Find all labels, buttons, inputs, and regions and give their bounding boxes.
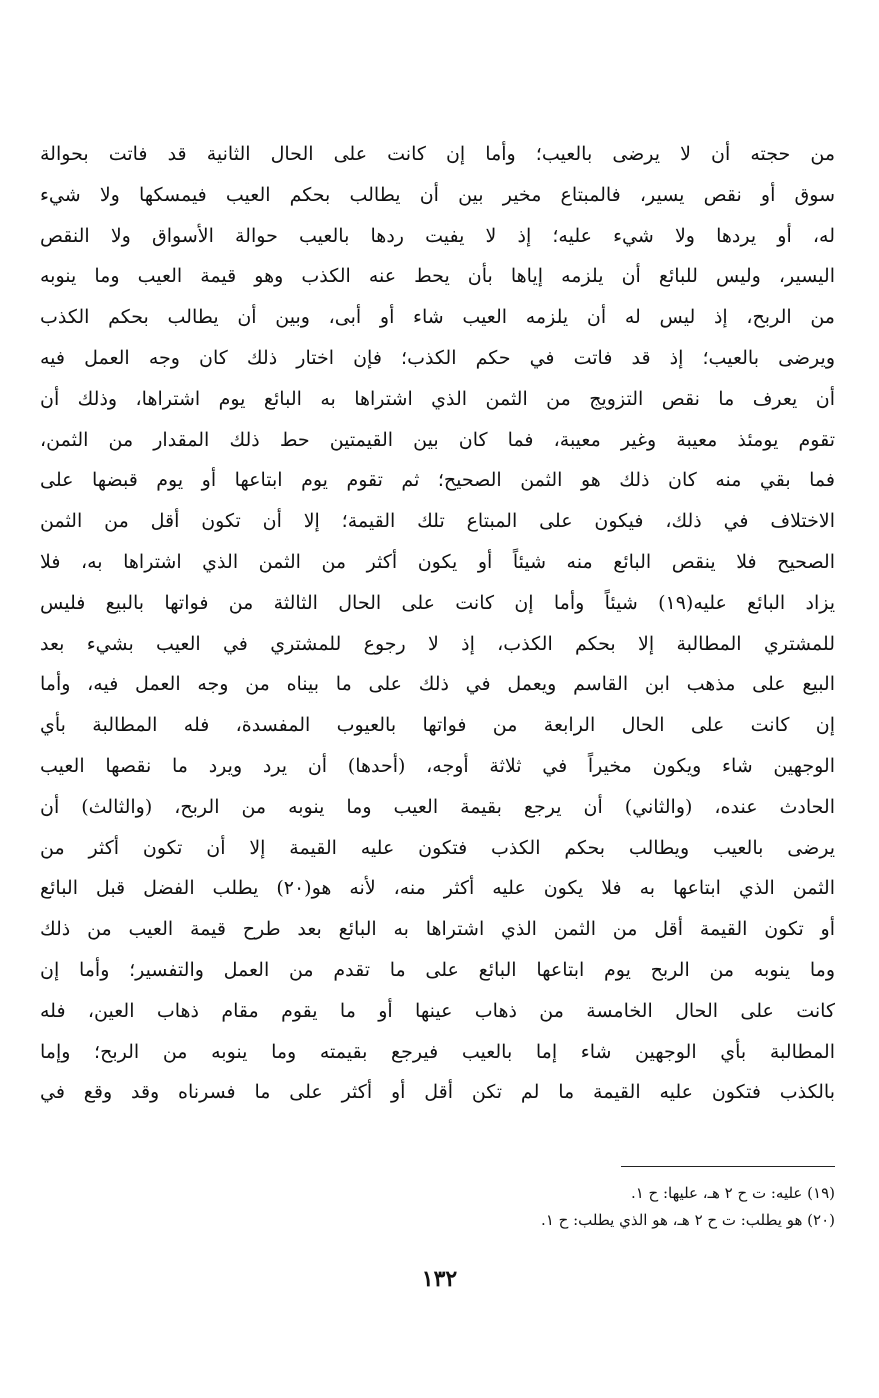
- text-line-22: كانت على الحال الخامسة من ذهاب عينها أو ما يقوم مقام ذهاب العين، فله: [40, 999, 835, 1022]
- text-line-2: سوق أو نقص يسير، فالمبتاع مخير بين أن يطالب بحكم العيب فيمسكها ولا شيء: [40, 183, 835, 206]
- text-line-16: الوجهين شاء ويكون مخيراً في ثلاثة أوجه، (أحدها) أن يرد ويرد ما نقصها العيب: [40, 754, 835, 777]
- text-line-4: اليسير، وليس للبائع أن يلزمه إياها بأن يحط عنه الكذب وهو قيمة العيب وما ينوبه: [40, 265, 835, 288]
- text-line-24: بالكذب فتكون عليه القيمة ما لم تكن أقل أو أكثر على ما فسرناه وقد وقع في: [40, 1081, 835, 1104]
- page-number: ١٣٢: [421, 1266, 458, 1292]
- text-line-8: تقوم يومئذ معيبة وغير معيبة، فما كان بين القيمتين حط ذلك المقدار من الثمن،: [40, 428, 835, 451]
- text-line-17: الحادث عنده، (والثاني) أن يرجع بقيمة العيب وما ينوبه من الربح، (والثالث) أن: [40, 795, 835, 818]
- text-line-1: من حجته أن لا يرضى بالعيب؛ وأما إن كانت على الحال الثانية قد فاتت بحوالة: [40, 143, 835, 165]
- text-line-12: يزاد البائع عليه(١٩) شيئاً وأما إن كانت على الحال الثالثة من فواتها بالبيع فليس: [40, 591, 835, 614]
- footnote-19: (١٩) عليه: ت ح ٢ هـ، عليها: ح ١.: [630, 1184, 835, 1202]
- text-line-11: الصحيح فلا ينقص البائع منه شيئاً أو يكون أكثر من الثمن الذي اشتراها به، فلا: [40, 550, 835, 573]
- main-text: [40, 134, 835, 1113]
- text-line-23: المطالبة بأي الوجهين شاء إما بالعيب فيرجع بقيمته وما ينوبه من الربح؛ وإما: [40, 1040, 835, 1063]
- text-line-10: الاختلاف في ذلك، فيكون على المبتاع تلك القيمة؛ إلا أن تكون أقل من الثمن: [40, 510, 835, 533]
- text-line-3: له، أو يردها ولا شيء عليه؛ إذ لا يفيت ردها بالعيب حوالة الأسواق ولا النقص: [40, 224, 835, 247]
- footnote-separator: [621, 1166, 835, 1167]
- text-line-20: أو تكون القيمة أقل من الثمن الذي اشتراها به البائع بعد طرح قيمة العيب من ذلك: [40, 918, 835, 941]
- text-line-9: فما بقي منه كان ذلك هو الثمن الصحيح؛ ثم تقوم يوم ابتاعها أو يوم قبضها على: [40, 469, 835, 492]
- footnotes: [40, 1180, 835, 1234]
- text-line-5: من الربح، إذ ليس له أن يلزمه العيب شاء أو أبى، وبين أن يطالب بحكم الكذب: [40, 306, 835, 329]
- footnote-20: (٢٠) هو يطلب: ت ح ٢ هـ، هو الذي يطلب: ح ١.: [541, 1211, 835, 1229]
- text-line-19: الثمن الذي ابتاعها به فلا يكون عليه أكثر منه، لأنه هو(٢٠) يطلب الفضل قبل البائع: [40, 877, 835, 900]
- text-line-15: إن كانت على الحال الرابعة من فواتها بالعيوب المفسدة، فله المطالبة بأي: [40, 714, 835, 737]
- text-line-14: البيع على مذهب ابن القاسم ويعمل في ذلك على ما بيناه من وجه العمل فيه، وأما: [40, 673, 835, 696]
- text-line-21: وما ينوبه من الربح يوم ابتاعها البائع على ما تقدم من العمل والتفسير؛ وأما إن: [40, 958, 835, 981]
- text-line-13: للمشتري المطالبة إلا بحكم الكذب، إذ لا رجوع للمشتري في العيب بشيء بعد: [40, 632, 835, 655]
- text-line-18: يرضى بالعيب ويطالب بحكم الكذب فتكون عليه القيمة إلا أن تكون أكثر من: [40, 836, 835, 859]
- text-line-6: ويرضى بالعيب؛ إذ قد فاتت في حكم الكذب؛ فإن اختار ذلك كان وجه العمل فيه: [40, 346, 835, 369]
- text-line-7: أن يعرف ما نقص التزويج من الثمن الذي اشتراها به البائع يوم اشتراها، وذلك أن: [40, 387, 835, 410]
